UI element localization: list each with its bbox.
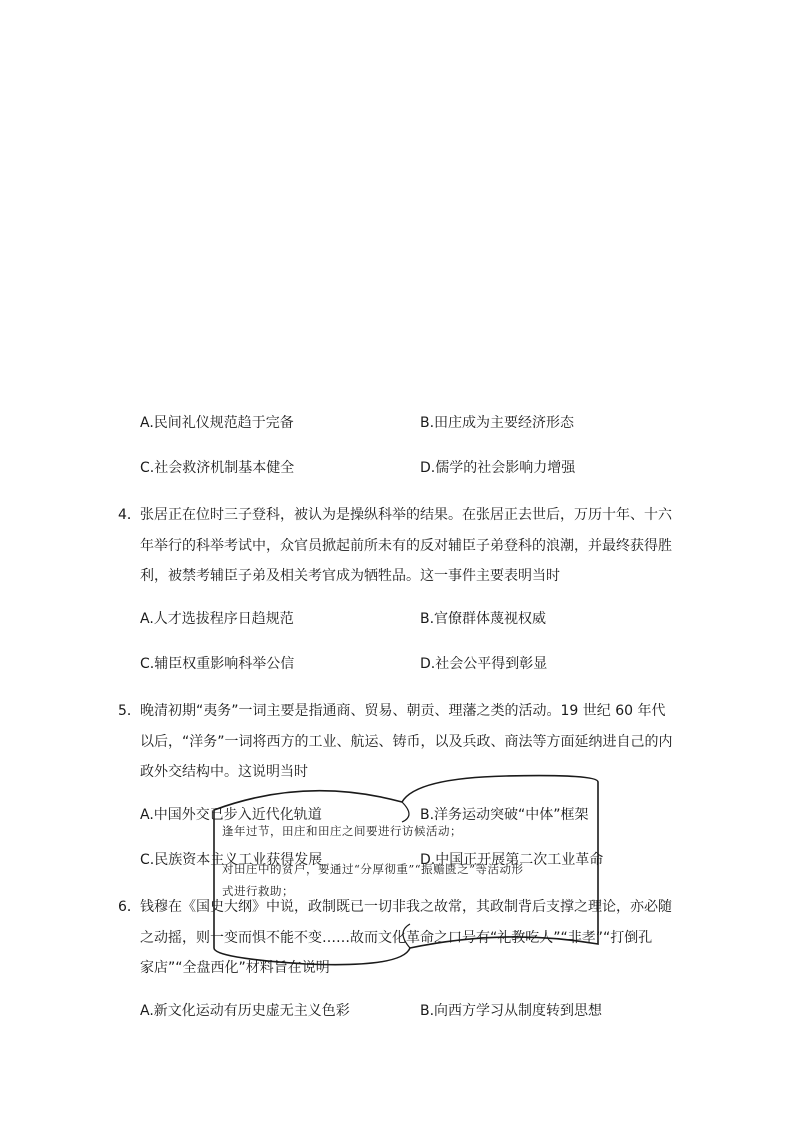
scroll-material-box [206, 772, 602, 970]
q6-option-b: B.向西方学习从制度转到思想 [420, 1003, 603, 1019]
q5-stem-line-2: 以后，“洋务”一词将西方的工业、航运、铸币，以及兵政、商法等方面延纳进自己的内 [140, 734, 673, 750]
q4-option-c: C.辅臣权重影响科举公信 [140, 656, 295, 672]
q3-option-c: C.社会救济机制基本健全 [140, 460, 295, 476]
q5-number: 5． [118, 703, 141, 719]
q6-number: 6． [118, 899, 141, 915]
q4-option-d: D.社会公平得到彰显 [420, 656, 548, 672]
q6-stem-line-2: 之动摇，则一变而惧不能不变……故而文化革命之口号有“礼教吃人”“非孝”“打倒孔 [140, 930, 653, 946]
q5-stem-line-1: 晚清初期“夷务”一词主要是指通商、贸易、朝贡、理藩之类的活动。19 世纪 60 年代 [140, 703, 666, 719]
scroll-line-3: 式进行救助； [222, 884, 294, 898]
q6-stem-line-1: 钱穆在《国史大纲》中说，政制既已一切非我之故常，其政制背后支撑之理论，亦必随 [140, 899, 672, 915]
q6-option-a: A.新文化运动有历史虚无主义色彩 [140, 1003, 350, 1019]
q6-stem-line-3: 家店”“全盘西化”材料旨在说明 [140, 960, 330, 976]
q5-option-d: D.中国正开展第二次工业革命 [420, 852, 604, 868]
q3-option-d: D.儒学的社会影响力增强 [420, 460, 576, 476]
q5-option-c: C.民族资本主义工业获得发展 [140, 852, 323, 868]
q4-option-a: A.人才选拔程序日趋规范 [140, 611, 294, 627]
q3-option-a: A.民间礼仪规范趋于完备 [140, 415, 294, 431]
q4-stem-line-3: 利，被禁考辅臣子弟及相关考官成为牺牲品。这一事件主要表明当时 [140, 568, 560, 584]
q4-number: 4． [118, 507, 141, 523]
scroll-line-2: 对田庄中的贫户，要通过“分厚彻重”“振赡匮乏”等活动形 [222, 862, 524, 876]
q4-stem-line-2: 年举行的科举考试中，众官员掀起前所未有的反对辅臣子弟登科的浪潮，并最终获得胜 [140, 538, 672, 554]
q4-option-b: B.官僚群体蔑视权威 [420, 611, 547, 627]
q5-option-a: A.中国外交已步入近代化轨道 [140, 807, 322, 823]
q4-stem-line-1: 张居正在位时三子登科，被认为是操纵科举的结果。在张居正去世后，万历十年、十六 [140, 507, 672, 523]
scroll-line-1: 逢年过节，田庄和田庄之间要进行访候活动； [222, 824, 462, 838]
q3-option-b: B.田庄成为主要经济形态 [420, 415, 575, 431]
q5-stem-line-3: 政外交结构中。这说明当时 [140, 764, 308, 780]
q5-option-b: B.洋务运动突破“中体”框架 [420, 807, 589, 823]
